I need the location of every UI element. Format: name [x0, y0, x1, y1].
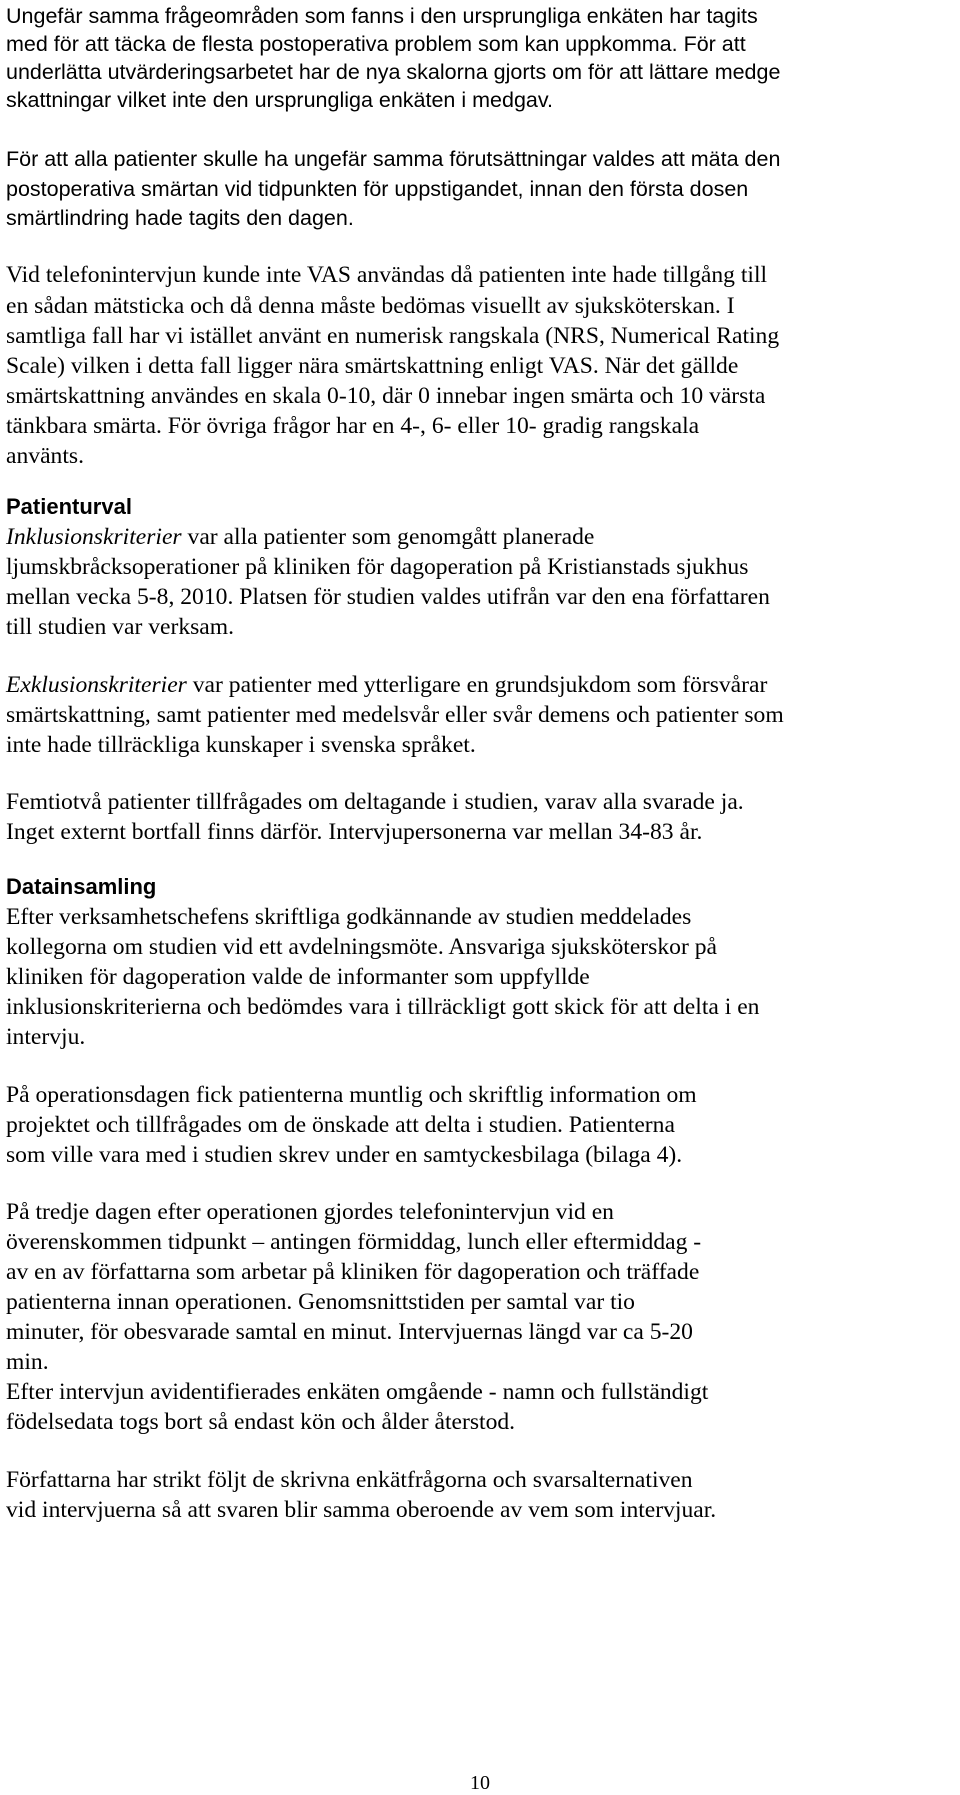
text-line: Författarna har strikt följt de skrivna enkätfrågorna och svarsalternativen: [6, 1467, 693, 1493]
text-line: en sådan mätsticka och då denna måste bedömas visuellt av sjuksköterskan. I: [6, 293, 735, 319]
text-line: mellan vecka 5-8, 2010. Platsen för studien valdes utifrån var den ena författaren: [6, 584, 770, 610]
text-line: [6, 669, 767, 701]
text-line: För att alla patienter skulle ha ungefär samma förutsättningar valdes att mäta den: [6, 147, 781, 171]
text-line: kliniken för dagoperation valde de informanter som uppfyllde: [6, 964, 590, 990]
text-line: Efter intervjun avidentifierades enkäten omgående - namn och fullständigt: [6, 1379, 709, 1405]
text-line: till studien var verksam.: [6, 614, 235, 640]
text-line: postoperativa smärtan vid tidpunkten för uppstigandet, innan den första dosen: [6, 177, 749, 201]
text-line: ljumskbråcksoperationer på kliniken för dagoperation på Kristianstads sjukhus: [6, 554, 749, 580]
text-line: smärtlindring hade tagits den dagen.: [6, 206, 354, 230]
text-line: använts.: [6, 443, 84, 469]
text-line: inklusionskriterierna och bedömdes vara i tillräckligt gott skick för att delta i en: [6, 994, 760, 1020]
text-line: födelsedata togs bort så endast kön och ålder återstod.: [6, 1409, 516, 1435]
text-line: smärtskattning användes en skala 0-10, där 0 innebar ingen smärta och 10 värsta: [6, 383, 766, 409]
text-line: Scale) vilken i detta fall ligger nära smärtskattning enligt VAS. När det gällde: [6, 353, 739, 379]
text-line: vid intervjuerna så att svaren blir samma oberoende av vem som intervjuar.: [6, 1497, 717, 1523]
text-line: samtliga fall har vi istället använt en numerisk rangskala (NRS, Numerical Rating: [6, 323, 780, 349]
term-exclusion: Exklusionskriterier: [6, 672, 187, 698]
text-line: tänkbara smärta. För övriga frågor har en 4-, 6- eller 10- gradig rangskala: [6, 413, 700, 439]
section-heading-datainsamling: Datainsamling: [6, 874, 157, 899]
text-line: som ville vara med i studien skrev under en samtyckesbilaga (bilaga 4).: [6, 1142, 683, 1168]
text-line: skattningar vilket inte den ursprungliga enkäten i medgav.: [6, 88, 553, 112]
text-line: Efter verksamhetschefens skriftliga godkännande av studien meddelades: [6, 904, 692, 930]
text-run: var alla patienter som genomgått planerade: [181, 524, 595, 550]
text-line: Vid telefonintervjun kunde inte VAS användas då patienten inte hade tillgång till: [6, 262, 768, 288]
text-line: med för att täcka de flesta postoperativa problem som kan uppkomma. För att: [6, 32, 746, 56]
section-heading-patienturval: Patienturval: [6, 494, 132, 519]
text-line: smärtskattning, samt patienter med medelsvår eller svår demens och patienter som: [6, 702, 784, 728]
text-line: projektet och tillfrågades om de önskade att delta i studien. Patienterna: [6, 1112, 675, 1138]
text-line: underlätta utvärderingsarbetet har de nya skalorna gjorts om för att lättare medge: [6, 60, 781, 84]
text-line: Femtiotvå patienter tillfrågades om deltagande i studien, varav alla svarade ja.: [6, 789, 744, 815]
text-line: På operationsdagen fick patienterna muntlig och skriftlig information om: [6, 1082, 697, 1108]
text-line: Ungefär samma frågeområden som fanns i den ursprungliga enkäten har tagits: [6, 4, 758, 28]
text-line: Inget externt bortfall finns därför. Intervjupersonerna var mellan 34-83 år.: [6, 819, 703, 845]
text-line: intervju.: [6, 1024, 86, 1050]
text-run: var patienter med ytterligare en grundsjukdom som försvårar: [186, 672, 768, 698]
text-line: patienterna innan operationen. Genomsnittstiden per samtal var tio: [6, 1289, 635, 1315]
term-inclusion: Inklusionskriterier: [6, 524, 182, 550]
text-line: På tredje dagen efter operationen gjordes telefonintervjun vid en: [6, 1199, 614, 1225]
text-line: överenskommen tidpunkt – antingen förmiddag, lunch eller eftermiddag -: [6, 1229, 702, 1255]
text-line: kollegorna om studien vid ett avdelningsmöte. Ansvariga sjuksköterskor på: [6, 934, 717, 960]
text-line: av en av författarna som arbetar på kliniken för dagoperation och träffade: [6, 1259, 700, 1285]
text-line: minuter, för obesvarade samtal en minut. Intervjuernas längd var ca 5-20: [6, 1319, 693, 1345]
page-number: 10: [470, 1772, 490, 1794]
text-line: [6, 521, 594, 553]
text-line: min.: [6, 1349, 49, 1375]
text-line: inte hade tillräckliga kunskaper i svenska språket.: [6, 732, 476, 758]
